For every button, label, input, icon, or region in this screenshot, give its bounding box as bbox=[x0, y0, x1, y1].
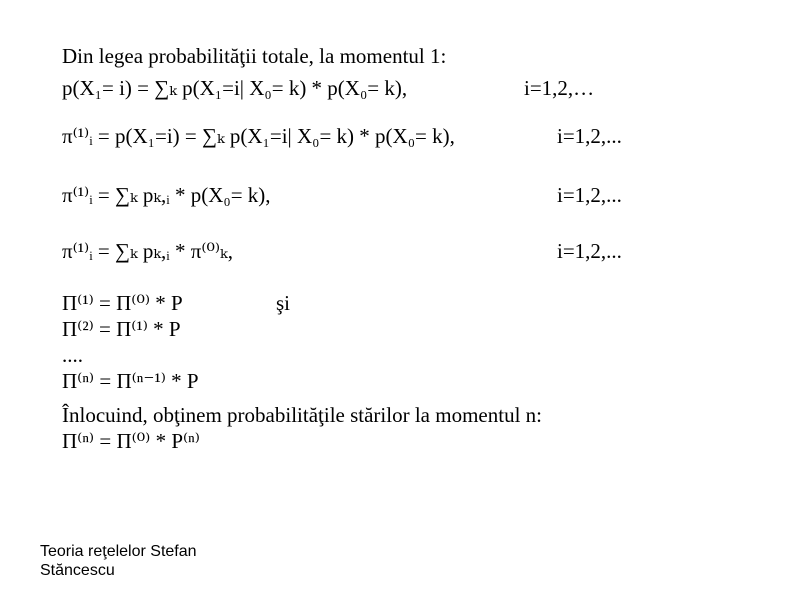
intro-text: Din legea probabilităţii totale, la momentul 1: bbox=[62, 44, 447, 68]
conclusion-text: Înlocuind, obţinem probabilităţile stărilor la momentul n: bbox=[62, 403, 542, 427]
conjunction-text: şi bbox=[276, 291, 291, 315]
formula-text: Π⁽¹⁾ = Π⁽⁰⁾ * P bbox=[62, 291, 183, 315]
ellipsis-line bbox=[62, 343, 83, 367]
index-text: i=1,2,… bbox=[524, 76, 595, 100]
formula-pi-3 bbox=[62, 239, 233, 263]
index-text: i=1,2,... bbox=[557, 183, 622, 207]
matrix-formula-n bbox=[62, 369, 199, 393]
index-text: i=1,2,... bbox=[557, 239, 622, 263]
formula-pi-1 bbox=[62, 124, 455, 148]
ellipsis-text: .... bbox=[62, 343, 83, 367]
conclusion-line bbox=[62, 403, 542, 427]
formula-pi-2 bbox=[62, 183, 271, 207]
index-range-3 bbox=[557, 183, 622, 208]
matrix-formula-2 bbox=[62, 317, 181, 341]
index-range-2 bbox=[557, 124, 622, 149]
footer bbox=[40, 542, 197, 580]
index-text: i=1,2,... bbox=[557, 124, 622, 148]
formula-text: Π⁽ⁿ⁾ = Π⁽ⁿ⁻¹⁾ * P bbox=[62, 369, 199, 393]
index-range-1 bbox=[524, 76, 594, 101]
index-range-4 bbox=[557, 239, 622, 264]
conjunction-si bbox=[276, 291, 290, 316]
formula-text: Π⁽ⁿ⁾ = Π⁽⁰⁾ * P⁽ⁿ⁾ bbox=[62, 429, 200, 453]
formula-text: p(X₁= i) = ∑ₖ p(X₁=i| X₀= k) * p(X₀= k), bbox=[62, 76, 408, 100]
intro-line bbox=[62, 44, 446, 68]
formula-text: Π⁽²⁾ = Π⁽¹⁾ * P bbox=[62, 317, 181, 341]
formula-text: π⁽¹⁾ᵢ = ∑ₖ pₖ,ᵢ * p(X₀= k), bbox=[62, 183, 271, 207]
formula-text: π⁽¹⁾ᵢ = ∑ₖ pₖ,ᵢ * π⁽⁰⁾ₖ, bbox=[62, 239, 233, 263]
formula-text: π⁽¹⁾ᵢ = p(X₁=i) = ∑ₖ p(X₁=i| X₀= k) * p(X₀= k), bbox=[62, 124, 455, 148]
final-formula bbox=[62, 429, 200, 453]
formula-total-probability bbox=[62, 76, 407, 100]
matrix-formula-1 bbox=[62, 291, 183, 315]
footer-line-2: Stăncescu bbox=[40, 562, 115, 579]
footer-line-1: Teoria reţelelor Stefan bbox=[40, 543, 197, 560]
